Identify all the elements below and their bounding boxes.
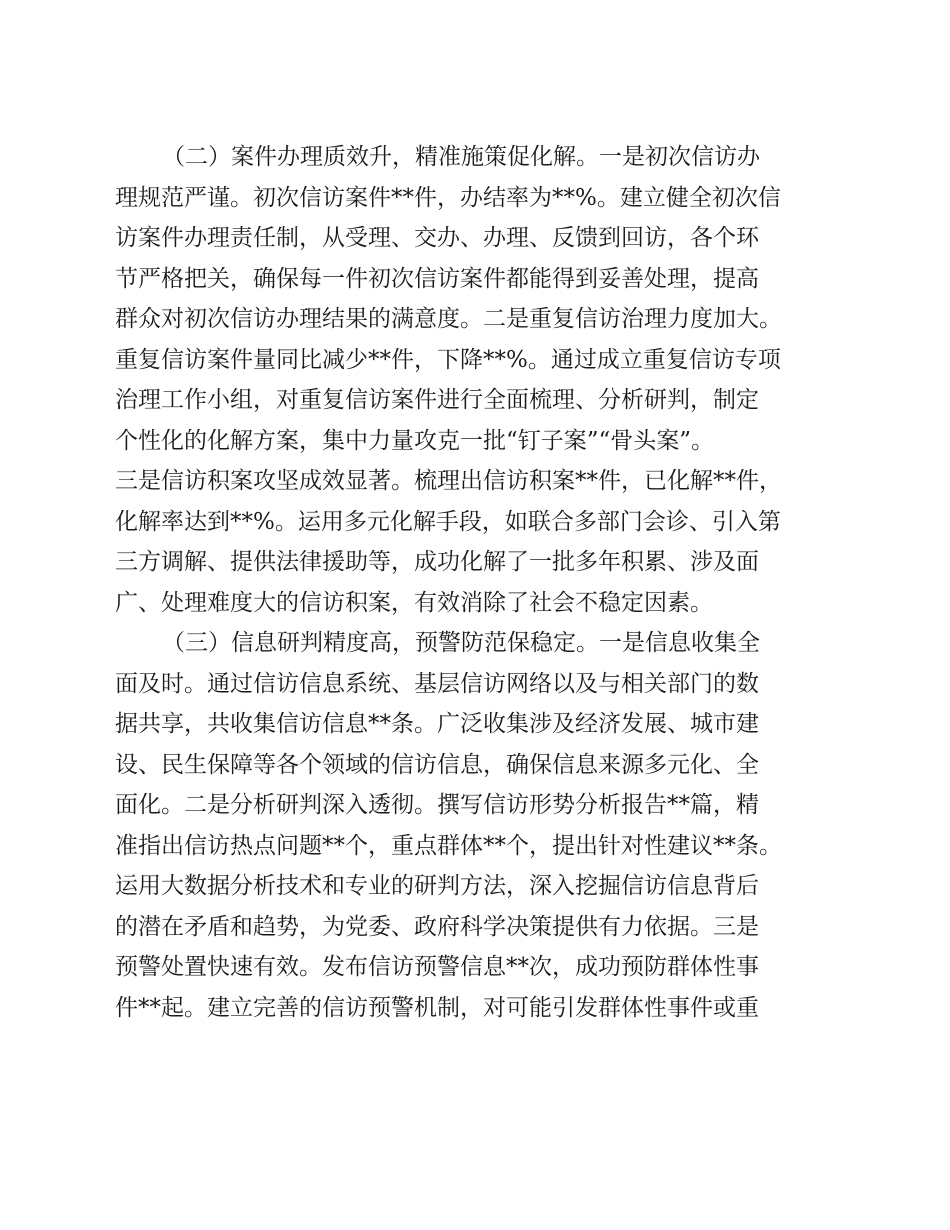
text-line: 准指出信访热点问题**个，重点群体**个，提出针对性建议**条。: [115, 832, 782, 859]
text-line: 件**起。建立完善的信访预警机制，对可能引发群体性事件或重: [115, 994, 759, 1021]
text-line: 访案件办理责任制，从受理、交办、办理、反馈到回访，各个环: [115, 225, 759, 251]
text-line: 面化。二是分析研判深入透彻。撰写信访形势分析报告**篇，精: [115, 792, 759, 818]
text-line: 的潜在矛盾和趋势，为党委、政府科学决策提供有力依据。三是: [115, 913, 759, 940]
body-text: [115, 137, 825, 1028]
text-line: 预警处置快速有效。发布信访预警信息**次，成功预防群体性事: [115, 954, 759, 980]
text-line: 理规范严谨。初次信访案件**件，办结率为**%。建立健全初次信: [115, 184, 781, 211]
text-line: 治理工作小组，对重复信访案件进行全面梳理、分析研判，制定: [115, 387, 759, 413]
paragraph-3-heading-line: （三）信息研判精度高，预警防范保稳定。一是信息收集全: [162, 630, 760, 656]
text-line: 三方调解、提供法律援助等，成功化解了一批多年积累、涉及面: [115, 549, 759, 575]
text-line: 重复信访案件量同比减少**件，下降**%。通过成立重复信访专项: [115, 346, 781, 373]
text-line: 设、民生保障等各个领域的信访信息，确保信息来源多元化、全: [115, 751, 759, 778]
text-line: 三是信访积案攻坚成效显著。梳理出信访积案**件，已化解**件，: [115, 468, 782, 494]
text-line: 广、处理难度大的信访积案，有效消除了社会不稳定因素。: [115, 589, 713, 616]
text-line: 面及时。通过信访信息系统、基层信访网络以及与相关部门的数: [115, 670, 759, 697]
text-line: 群众对初次信访办理结果的满意度。二是重复信访治理力度加大。: [115, 306, 782, 332]
text-line: 节严格把关，确保每一件初次信访案件都能得到妥善处理，提高: [115, 265, 759, 292]
text-line: 运用大数据分析技术和专业的研判方法，深入挖掘信访信息背后: [115, 873, 759, 899]
paragraph-2-heading-line: （二）案件办理质效升，精准施策促化解。一是初次信访办: [162, 144, 760, 170]
text-line: 个性化的化解方案，集中力量攻克一批“钉子案”“骨头案”。: [115, 427, 715, 454]
text-line: 化解率达到**%。运用多元化解手段，如联合多部门会诊、引入第: [115, 508, 781, 535]
text-line: 据共享，共收集信访信息**条。广泛收集涉及经济发展、城市建: [115, 711, 759, 737]
